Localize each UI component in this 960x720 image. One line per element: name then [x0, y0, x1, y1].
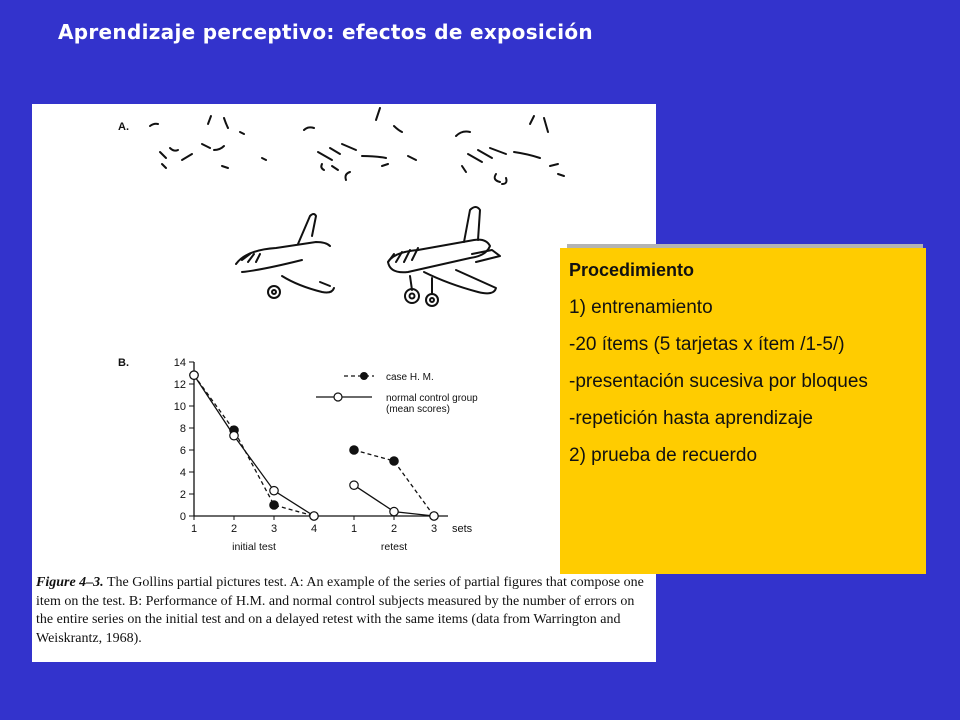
data-point-control — [310, 512, 318, 520]
legend-control-label: normal control group — [386, 393, 478, 404]
x-tick-label: 1 — [190, 523, 198, 535]
legend-hm-marker — [360, 372, 368, 380]
procedure-line-2: -20 ítems (5 tarjetas x ítem /1-5/) — [569, 334, 845, 355]
legend-control-marker — [334, 393, 342, 401]
series-line-hm-initial — [194, 375, 314, 516]
procedure-title: Procedimiento — [569, 260, 695, 280]
data-point-control — [350, 481, 358, 489]
group-label-retest: retest — [380, 541, 408, 553]
x-tick-label: 2 — [230, 523, 238, 535]
errors-line-chart — [174, 357, 473, 553]
x-unit-label: sets — [452, 523, 473, 535]
panel-a-label: A. — [118, 121, 129, 133]
procedure-line-4: -repetición hasta aprendizaje — [569, 408, 813, 429]
data-point-hm — [270, 501, 278, 509]
legend-control-sublabel: (mean scores) — [386, 404, 450, 415]
slide-title: Aprendizaje perceptivo: efectos de exposición — [58, 20, 593, 44]
x-tick-label: 3 — [270, 523, 278, 535]
procedure-line-5: 2) prueba de recuerdo — [569, 445, 758, 466]
y-tick-label: 14 — [173, 357, 186, 369]
caption-body: The Gollins partial pictures test. A: An example of the series of partial figures that compose one item on the test. B: Performance of H.M. and normal control subjects measured by the number of errors on the entire series on the initial test and on a delayed retest with the same items (data from Warrington and Weiskrantz, 1968). — [36, 575, 644, 646]
partial-airplane-2 — [304, 108, 416, 180]
y-tick-label: 8 — [179, 423, 186, 435]
y-tick-label: 12 — [173, 379, 186, 391]
data-point-control — [230, 432, 238, 440]
caption-head: Figure 4–3. — [36, 575, 104, 590]
y-tick-label: 4 — [179, 467, 186, 479]
x-tick-label: 1 — [350, 523, 358, 535]
figure-caption — [36, 574, 648, 648]
data-point-control — [190, 371, 198, 379]
y-tick-label: 10 — [173, 401, 186, 413]
legend-hm-label: case H. M. — [386, 372, 434, 383]
partial-airplane-3 — [456, 116, 564, 184]
group-label-initial: initial test — [232, 541, 276, 553]
chart-legend — [316, 372, 478, 415]
data-point-hm — [350, 446, 358, 454]
data-point-control — [390, 507, 398, 515]
panel-b-label: B. — [118, 357, 129, 369]
y-tick-label: 2 — [179, 489, 186, 501]
x-tick-label: 3 — [430, 523, 438, 535]
airplane-drawing-partial — [236, 214, 334, 298]
procedure-box — [560, 248, 926, 574]
y-tick-label: 6 — [179, 445, 186, 457]
x-tick-label: 4 — [310, 523, 318, 535]
data-point-control — [270, 487, 278, 495]
x-tick-label: 2 — [390, 523, 398, 535]
partial-airplane-1 — [150, 116, 266, 168]
series-line-control-initial — [194, 375, 314, 516]
y-tick-label: 0 — [179, 511, 186, 523]
procedure-line-1: 1) entrenamiento — [569, 297, 713, 318]
data-point-control — [430, 512, 438, 520]
procedure-line-3: -presentación sucesiva por bloques — [569, 371, 868, 392]
data-point-hm — [390, 457, 398, 465]
airplane-drawing-complete — [388, 207, 500, 306]
